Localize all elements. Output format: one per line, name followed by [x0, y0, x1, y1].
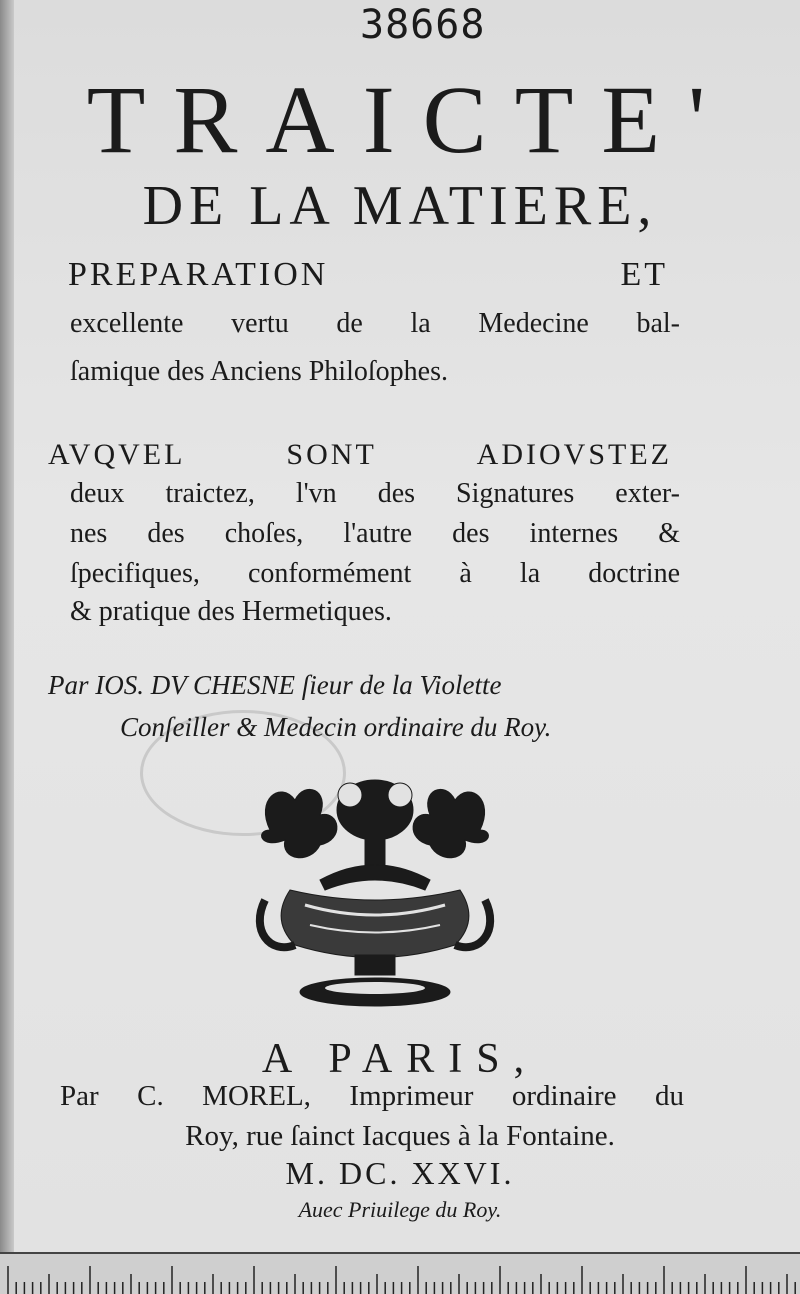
title-main: TRAICTE' [86, 66, 734, 173]
supplement-line-1: AVQVEL SONT ADIOVSTEZ [48, 438, 672, 471]
title-line-4: excellente vertu de la Medecine bal- [70, 308, 680, 339]
measuring-ruler [0, 1252, 800, 1294]
catalog-number: 38668 [360, 2, 486, 48]
title-line-3: PREPARATION ET [68, 256, 668, 293]
author-line-1: Par IOS. DV CHESNE ſieur de la Violette [48, 670, 502, 700]
imprint-printer-line-1: Par C. MOREL, Imprimeur ordinaire du [60, 1080, 684, 1112]
author-line-2: Conſeiller & Medecin ordinaire du Roy. [120, 712, 552, 742]
fountain-ornament-icon [250, 770, 500, 1015]
imprint-date: M. DC. XXVI. [285, 1155, 515, 1191]
imprint-printer-line-2: Roy, rue ſainct Iacques à la Fontaine. [185, 1120, 615, 1152]
imprint-place: A PARIS, [261, 1036, 539, 1082]
supplement-line-4: ſpecifiques, conformément à la doctrine [70, 558, 680, 589]
supplement-line-3: nes des choſes, l'autre des internes & [70, 518, 680, 549]
title-line-5: ſamique des Anciens Philoſophes. [70, 356, 448, 387]
supplement-line-2: deux traictez, l'vn des Signatures exter- [70, 478, 680, 509]
imprint-privilege: Auec Priuilege du Roy. [298, 1197, 502, 1222]
title-line-2: DE LA MATIERE, [142, 175, 658, 237]
supplement-line-5: & pratique des Hermetiques. [70, 596, 392, 627]
